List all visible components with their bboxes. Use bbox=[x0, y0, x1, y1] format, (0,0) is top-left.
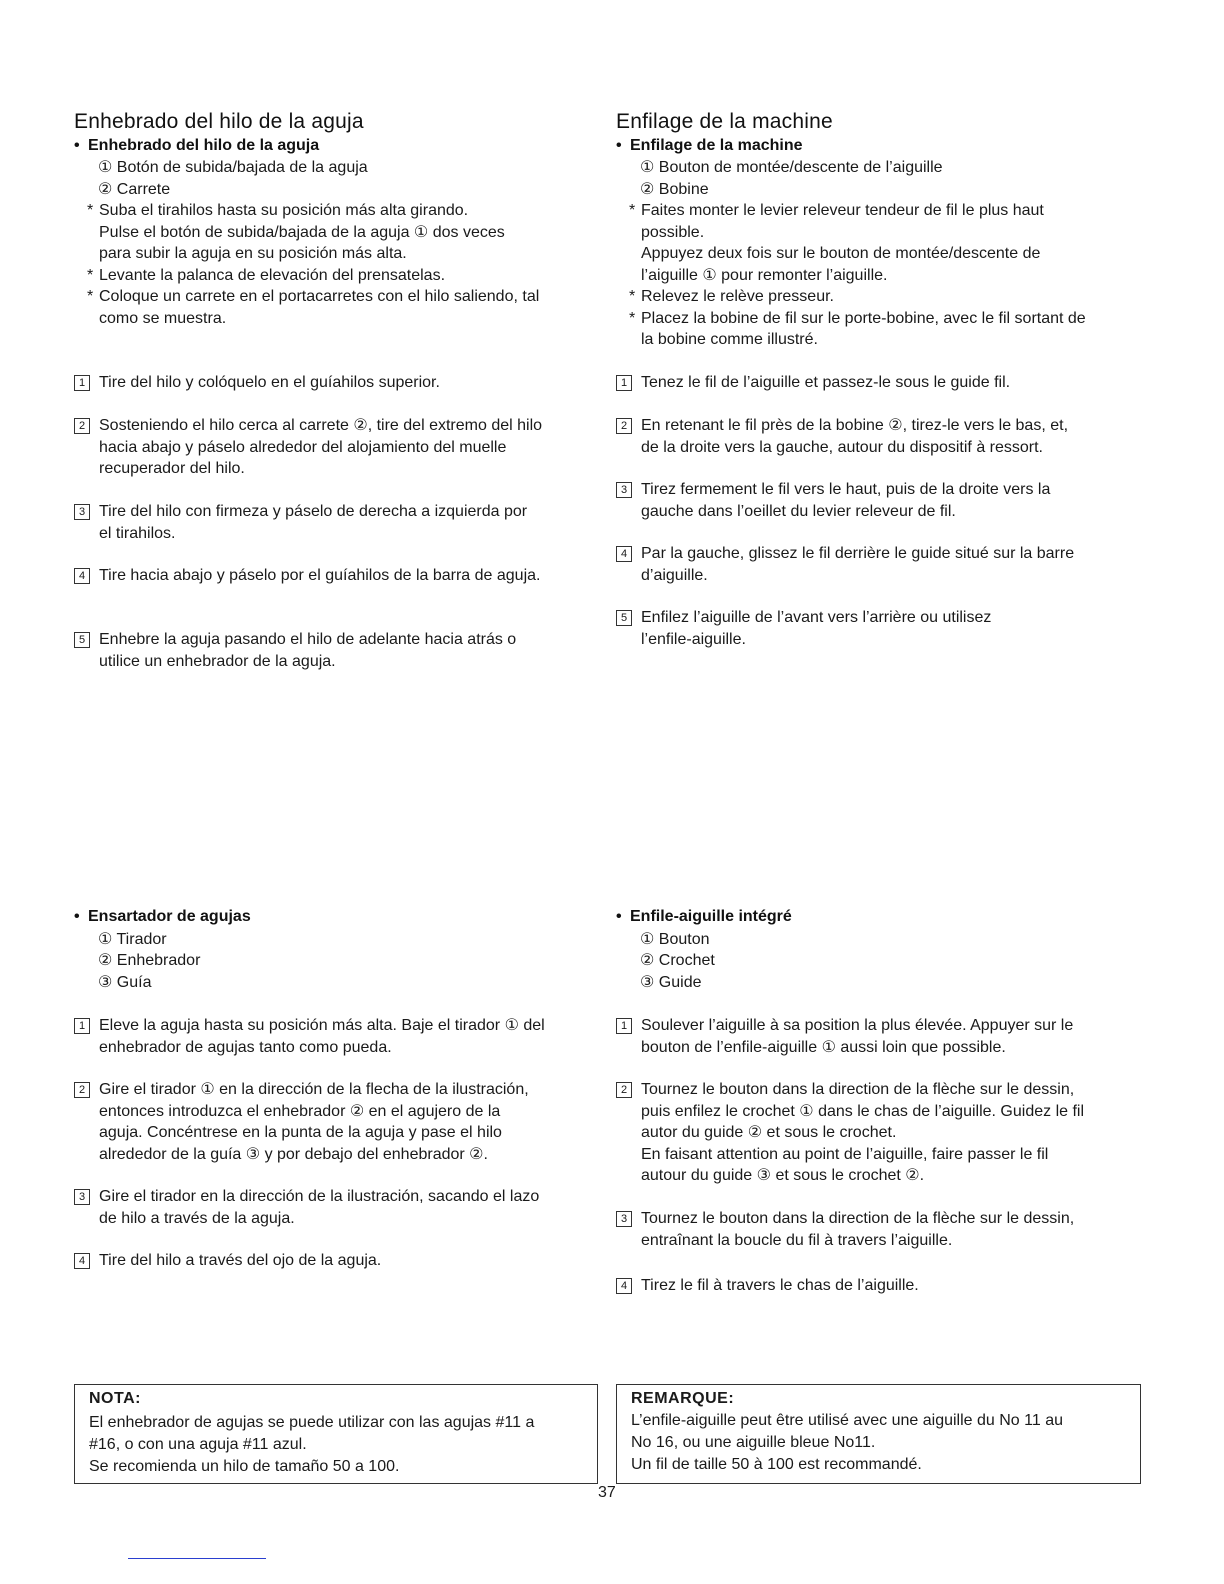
note-line: l’aiguille ① pour remonter l’aiguille. bbox=[641, 267, 888, 284]
footer-link-underline[interactable] bbox=[128, 1558, 266, 1559]
note-line: como se muestra. bbox=[99, 310, 227, 327]
step-number-box: 2 bbox=[74, 418, 90, 434]
step-number-box: 2 bbox=[616, 418, 632, 434]
step-number-box: 1 bbox=[74, 375, 90, 391]
note-line: para subir la aguja en su posición más alta. bbox=[99, 245, 407, 262]
part-label: ② Crochet bbox=[640, 952, 715, 969]
step-number-box: 2 bbox=[616, 1082, 632, 1098]
note-title: NOTA: bbox=[89, 1390, 141, 1407]
step-number-box: 3 bbox=[616, 482, 632, 498]
note-line: possible. bbox=[641, 224, 705, 241]
note-line: Pulse el botón de subida/bajada de la aguja ① dos veces bbox=[99, 224, 505, 241]
note-line: * Suba el tirahilos hasta su posición más alta girando. bbox=[87, 202, 469, 219]
note-box-spanish bbox=[74, 1384, 598, 1484]
step-number-box: 4 bbox=[74, 568, 90, 584]
note-line: * Faites monter le levier releveur tendeur de fil le plus haut bbox=[629, 202, 1044, 219]
part-label: ② Enhebrador bbox=[98, 952, 201, 969]
part-label: ① Bouton bbox=[640, 931, 710, 948]
subsection-title: • Ensartador de agujas bbox=[74, 908, 251, 925]
note-line: * Relevez le relève presseur. bbox=[629, 288, 834, 305]
step-number-box: 3 bbox=[74, 1189, 90, 1205]
step-number-box: 1 bbox=[74, 1018, 90, 1034]
step-number-box: 4 bbox=[616, 546, 632, 562]
step-number-box: 1 bbox=[616, 375, 632, 391]
note-line: * Placez la bobine de fil sur le porte-bobine, avec le fil sortant de bbox=[629, 310, 1086, 327]
part-label: ① Botón de subida/bajada de la aguja bbox=[98, 159, 368, 176]
step-number-box: 3 bbox=[616, 1211, 632, 1227]
part-label: ① Bouton de montée/descente de l’aiguille bbox=[640, 159, 943, 176]
part-label: ① Tirador bbox=[98, 931, 167, 948]
section-title: Enfilage de la machine bbox=[616, 110, 833, 133]
note-line: la bobine comme illustré. bbox=[641, 331, 818, 348]
note-text: #16, o con una aguja #11 azul. bbox=[89, 1436, 307, 1453]
note-box-french bbox=[616, 1384, 1141, 1484]
subsection-title: • Enhebrado del hilo de la aguja bbox=[74, 137, 320, 154]
step-number-box: 2 bbox=[74, 1082, 90, 1098]
note-text: No 16, ou une aiguille bleue No11. bbox=[631, 1434, 876, 1451]
part-label: ③ Guide bbox=[640, 974, 702, 991]
note-line: * Coloque un carrete en el portacarretes con el hilo saliendo, tal bbox=[87, 288, 540, 305]
section-title: Enhebrado del hilo de la aguja bbox=[74, 110, 364, 133]
step-number-box: 4 bbox=[74, 1253, 90, 1269]
note-text: L’enfile-aiguille peut être utilisé avec une aiguille du No 11 au bbox=[631, 1412, 1063, 1429]
step-number-box: 3 bbox=[74, 504, 90, 520]
note-line: Appuyez deux fois sur le bouton de montée/descente de bbox=[641, 245, 1041, 262]
step-number-box: 1 bbox=[616, 1018, 632, 1034]
part-label: ③ Guía bbox=[98, 974, 152, 991]
step-number-box: 5 bbox=[74, 632, 90, 648]
note-title: REMARQUE: bbox=[631, 1390, 735, 1407]
note-text: Se recomienda un hilo de tamaño 50 a 100. bbox=[89, 1458, 400, 1475]
step-number-box: 5 bbox=[616, 610, 632, 626]
part-label: ② Carrete bbox=[98, 181, 171, 198]
part-label: ② Bobine bbox=[640, 181, 709, 198]
note-text: El enhebrador de agujas se puede utilizar con las agujas #11 a bbox=[89, 1414, 535, 1431]
note-text: Un fil de taille 50 à 100 est recommandé. bbox=[631, 1456, 922, 1473]
step-number-box: 4 bbox=[616, 1278, 632, 1294]
page-number: 37 bbox=[598, 1484, 616, 1501]
subsection-title: • Enfile-aiguille intégré bbox=[616, 908, 792, 925]
subsection-title: • Enfilage de la machine bbox=[616, 137, 803, 154]
note-line: * Levante la palanca de elevación del prensatelas. bbox=[87, 267, 446, 284]
